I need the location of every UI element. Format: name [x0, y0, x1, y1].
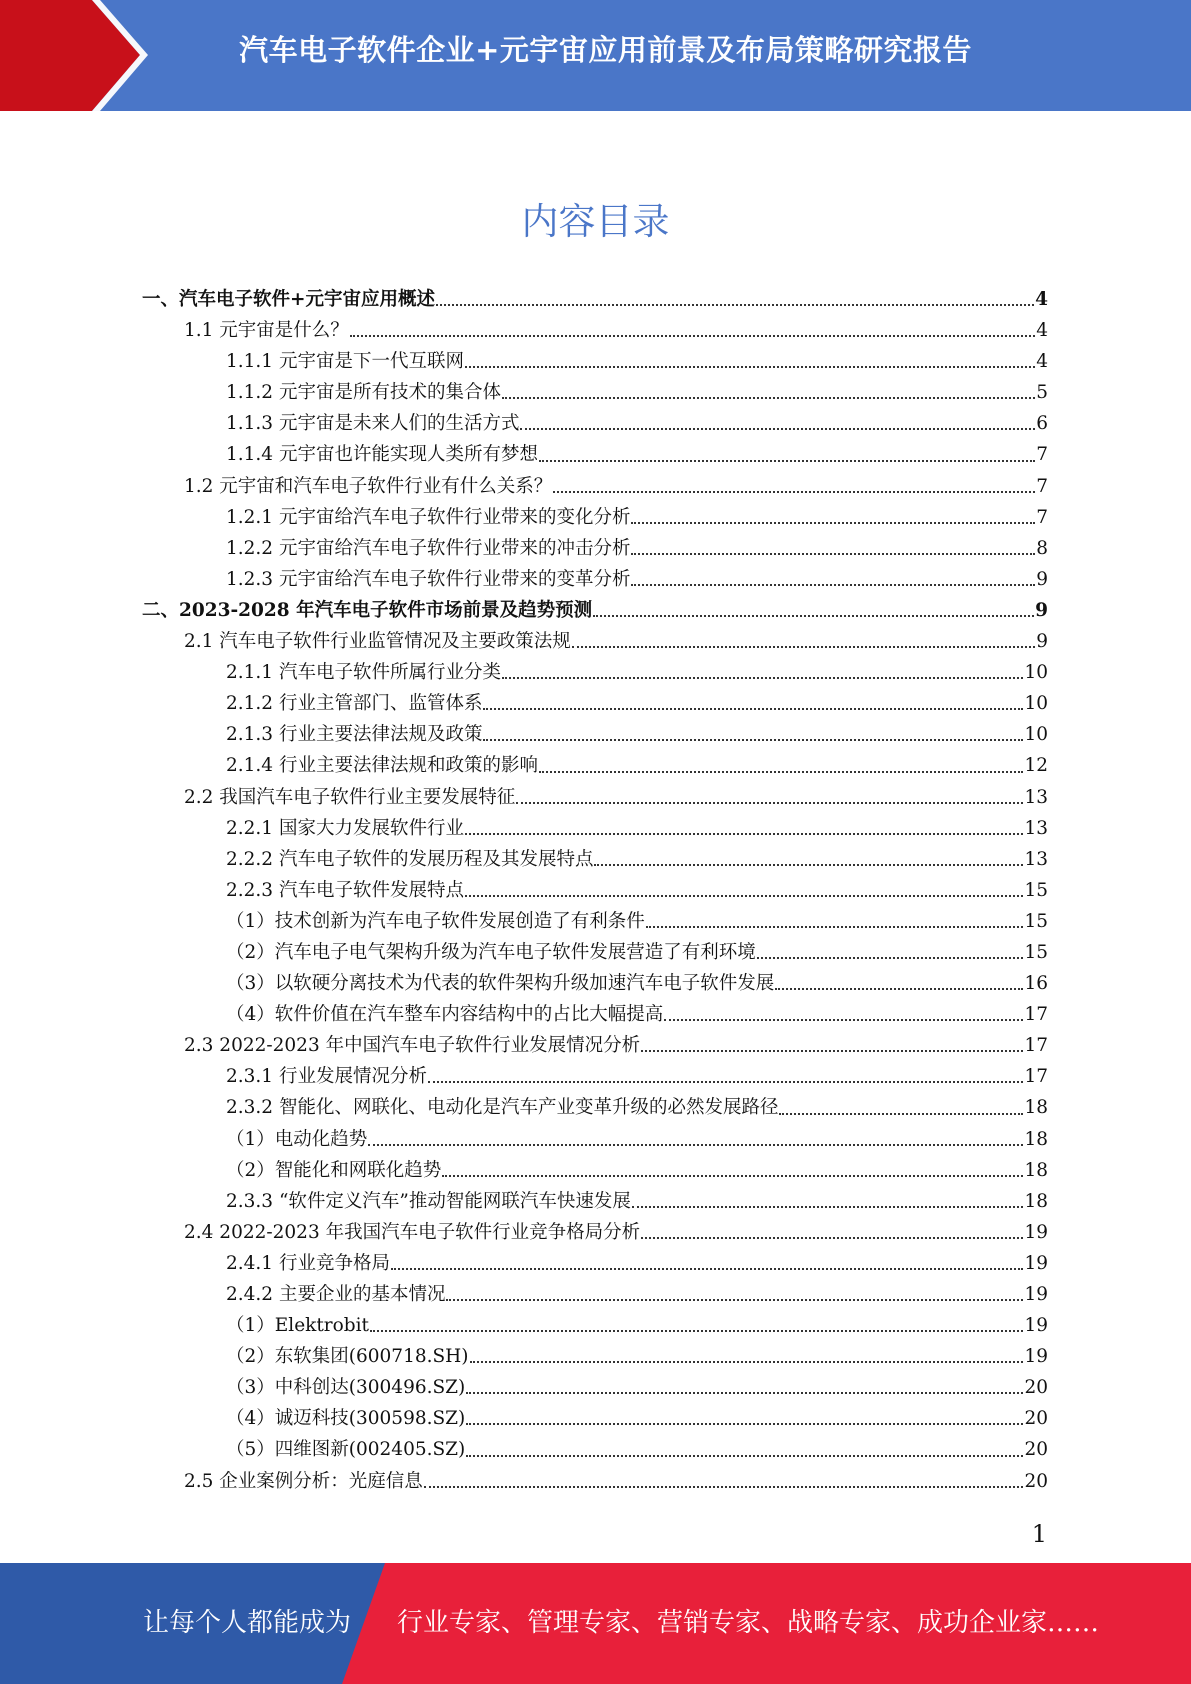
- toc-dot-leader: [757, 956, 1024, 959]
- toc-entry-label: （3）以软硬分离技术为代表的软件架构升级加速汽车电子软件发展: [226, 973, 775, 995]
- toc-entry[interactable]: [0, 875, 1048, 906]
- toc-entry[interactable]: [0, 1155, 1048, 1186]
- toc-entry-label: 2.3.2 智能化、网联化、电动化是汽车产业变革升级的必然发展路径: [226, 1097, 779, 1119]
- toc-dot-leader: [572, 645, 1035, 648]
- toc-entry[interactable]: [0, 595, 1048, 626]
- toc-entry-label: （2）汽车电子电气架构升级为汽车电子软件发展营造了有利环境: [226, 941, 756, 963]
- toc-dot-leader: [436, 303, 1034, 306]
- toc-entry-page: 12: [1024, 755, 1048, 777]
- toc-entry-label: 2.1.2 行业主管部门、监管体系: [226, 693, 483, 715]
- toc-entry-page: 19: [1024, 1221, 1048, 1243]
- toc-entry[interactable]: [0, 1092, 1048, 1123]
- toc-dot-leader: [775, 987, 1023, 990]
- toc-entry-page: 7: [1036, 506, 1048, 528]
- toc-entry-page: 13: [1024, 786, 1048, 808]
- toc-entry-page: 7: [1036, 475, 1048, 497]
- toc-entry-page: 15: [1024, 910, 1048, 932]
- toc-entry[interactable]: [0, 813, 1048, 844]
- toc-entry[interactable]: [0, 471, 1048, 502]
- footer-slogan-left: 让每个人都能成为: [143, 1608, 352, 1638]
- toc-entry[interactable]: [0, 439, 1048, 470]
- toc-dot-leader: [466, 1422, 1023, 1425]
- toc-entry-page: 7: [1036, 444, 1048, 466]
- toc-dot-leader: [502, 396, 1035, 399]
- toc-entry-label: 1.2.1 元宇宙给汽车电子软件行业带来的变化分析: [226, 506, 631, 528]
- toc-entry[interactable]: [0, 844, 1048, 875]
- toc-dot-leader: [466, 1391, 1023, 1394]
- toc-entry-page: 5: [1036, 382, 1048, 404]
- toc-dot-leader: [465, 832, 1023, 835]
- toc-entry[interactable]: [0, 533, 1048, 564]
- toc-dot-leader: [391, 1267, 1023, 1270]
- toc-entry-label: 1.1 元宇宙是什么？: [184, 320, 349, 342]
- toc-dot-leader: [641, 1236, 1023, 1239]
- toc-dot-leader: [428, 1080, 1023, 1083]
- toc-dot-leader: [520, 427, 1035, 430]
- toc-entry[interactable]: [0, 1217, 1048, 1248]
- toc-entry[interactable]: [0, 1030, 1048, 1061]
- toc-entry-label: （4）软件价值在汽车整车内容结构中的占比大幅提高: [226, 1004, 664, 1026]
- toc-entry-label: 二、2023-2028 年汽车电子软件市场前景及趋势预测: [142, 599, 593, 621]
- toc-entry-page: 6: [1036, 413, 1048, 435]
- toc-entry[interactable]: [0, 968, 1048, 999]
- toc-dot-leader: [470, 1360, 1024, 1363]
- toc-entry-page: 9: [1035, 599, 1048, 621]
- toc-dot-leader: [641, 1049, 1023, 1052]
- toc-dot-leader: [594, 863, 1023, 866]
- toc-entry-label: （4）诚迈科技(300598.SZ): [226, 1408, 466, 1430]
- toc-dot-leader: [483, 707, 1023, 710]
- toc-entry-label: 2.4 2022-2023 年我国汽车电子软件行业竞争格局分析: [184, 1221, 641, 1243]
- toc-dot-leader: [631, 521, 1035, 524]
- toc-entry[interactable]: [0, 408, 1048, 439]
- toc-entry-page: 18: [1024, 1097, 1048, 1119]
- toc-dot-leader: [632, 1205, 1024, 1208]
- toc-entry-page: 4: [1036, 351, 1048, 373]
- toc-dot-leader: [779, 1112, 1023, 1115]
- toc-entry-page: 18: [1024, 1128, 1048, 1150]
- toc-entry-page: 19: [1024, 1252, 1048, 1274]
- toc-entry-page: 17: [1024, 1035, 1048, 1057]
- toc-entry-page: 20: [1024, 1377, 1048, 1399]
- toc-entry[interactable]: [0, 750, 1048, 781]
- toc-dot-leader: [631, 583, 1035, 586]
- toc-dot-leader: [664, 1018, 1023, 1021]
- toc-dot-leader: [442, 1174, 1023, 1177]
- toc-entry[interactable]: [0, 502, 1048, 533]
- toc-entry[interactable]: [0, 1310, 1048, 1341]
- toc-entry-label: 2.2.3 汽车电子软件发展特点: [226, 879, 464, 901]
- toc-entry-page: 9: [1036, 568, 1048, 590]
- toc-entry[interactable]: [0, 315, 1048, 346]
- toc-entry-label: 2.4.1 行业竞争格局: [226, 1252, 390, 1274]
- toc-dot-leader: [370, 1329, 1023, 1332]
- toc-dot-leader: [502, 676, 1023, 679]
- toc-entry-label: 1.1.3 元宇宙是未来人们的生活方式: [226, 413, 520, 435]
- toc-entry[interactable]: [0, 564, 1048, 595]
- toc-entry-page: 4: [1036, 320, 1048, 342]
- toc-entry-label: 1.2.3 元宇宙给汽车电子软件行业带来的变革分析: [226, 568, 631, 590]
- toc-dot-leader: [465, 365, 1035, 368]
- toc-entry[interactable]: [0, 1466, 1048, 1497]
- toc-entry-label: （1）Elektrobit: [226, 1315, 369, 1337]
- toc-dot-leader: [516, 801, 1023, 804]
- toc-dot-leader: [465, 894, 1023, 897]
- page-number: 1: [1031, 1520, 1047, 1548]
- toc-entry-page: 17: [1024, 1066, 1048, 1088]
- toc-entry-label: 2.3 2022-2023 年中国汽车电子软件行业发展情况分析: [184, 1035, 641, 1057]
- toc-entry-page: 13: [1024, 817, 1048, 839]
- footer-slogan-right: 行业专家、管理专家、营销专家、战略专家、成功企业家……: [397, 1608, 1100, 1638]
- toc-dot-leader: [539, 459, 1035, 462]
- toc-entry-page: 10: [1024, 693, 1048, 715]
- toc-entry-label: （1）技术创新为汽车电子软件发展创造了有利条件: [226, 910, 645, 932]
- toc-entry-page: 20: [1024, 1439, 1048, 1461]
- toc-entry[interactable]: [0, 1124, 1048, 1155]
- toc-entry-page: 18: [1024, 1190, 1048, 1212]
- toc-entry-page: 18: [1024, 1159, 1048, 1181]
- footer-band: [0, 1563, 1191, 1684]
- toc-entry[interactable]: [0, 284, 1048, 315]
- toc-entry-label: 1.1.1 元宇宙是下一代互联网: [226, 351, 464, 373]
- toc-title: 内容目录: [521, 200, 670, 243]
- toc-entry-page: 20: [1024, 1470, 1048, 1492]
- toc-entry-label: 2.3.3 “软件定义汽车”推动智能网联汽车快速发展: [226, 1190, 631, 1212]
- toc-entry-label: 2.2 我国汽车电子软件行业主要发展特征: [184, 786, 516, 808]
- toc-entry-page: 20: [1024, 1408, 1048, 1430]
- toc-entry-label: 2.2.2 汽车电子软件的发展历程及其发展特点: [226, 848, 594, 870]
- toc-entry[interactable]: [0, 1279, 1048, 1310]
- header-band: [0, 0, 1191, 111]
- toc-entry-page: 16: [1024, 973, 1048, 995]
- toc-entry[interactable]: [0, 782, 1048, 813]
- toc-entry[interactable]: [0, 1248, 1048, 1279]
- table-of-contents: [0, 284, 1191, 1497]
- toc-entry-page: 15: [1024, 941, 1048, 963]
- toc-entry[interactable]: [0, 937, 1048, 968]
- toc-dot-leader: [483, 738, 1023, 741]
- toc-dot-leader: [646, 925, 1024, 928]
- toc-entry-label: （2）智能化和网联化趋势: [226, 1159, 442, 1181]
- toc-dot-leader: [368, 1143, 1023, 1146]
- toc-entry-label: （2）东软集团(600718.SH): [226, 1346, 469, 1368]
- toc-entry-label: 2.1.1 汽车电子软件所属行业分类: [226, 662, 501, 684]
- toc-entry-label: 2.1.3 行业主要法律法规及政策: [226, 724, 483, 746]
- toc-dot-leader: [539, 770, 1023, 773]
- toc-entry-page: 13: [1024, 848, 1048, 870]
- toc-entry[interactable]: [0, 999, 1048, 1030]
- toc-entry[interactable]: [0, 688, 1048, 719]
- toc-entry[interactable]: [0, 1403, 1048, 1434]
- toc-entry[interactable]: [0, 1186, 1048, 1217]
- toc-dot-leader: [631, 552, 1035, 555]
- toc-entry[interactable]: [0, 657, 1048, 688]
- toc-entry[interactable]: [0, 1434, 1048, 1465]
- toc-entry-label: 2.2.1 国家大力发展软件行业: [226, 817, 464, 839]
- toc-entry-page: 10: [1024, 662, 1048, 684]
- toc-entry-label: 1.1.4 元宇宙也许能实现人类所有梦想: [226, 444, 538, 466]
- toc-dot-leader: [466, 1454, 1023, 1457]
- toc-entry[interactable]: [0, 1061, 1048, 1092]
- toc-entry-label: 2.1.4 行业主要法律法规和政策的影响: [226, 755, 538, 777]
- toc-entry-label: 2.1 汽车电子软件行业监管情况及主要政策法规: [184, 631, 571, 653]
- toc-entry-label: （5）四维图新(002405.SZ): [226, 1439, 466, 1461]
- toc-entry-page: 8: [1036, 537, 1048, 559]
- toc-entry-page: 4: [1035, 289, 1048, 310]
- toc-entry-page: 19: [1024, 1284, 1048, 1305]
- toc-dot-leader: [553, 490, 1035, 493]
- toc-entry-page: 17: [1024, 1004, 1048, 1026]
- toc-entry[interactable]: [0, 719, 1048, 750]
- toc-entry[interactable]: [0, 346, 1048, 377]
- toc-entry-label: 2.5 企业案例分析：光庭信息: [184, 1470, 423, 1492]
- toc-entry-label: （3）中科创达(300496.SZ): [226, 1377, 466, 1399]
- toc-entry[interactable]: [0, 1372, 1048, 1403]
- toc-entry[interactable]: [0, 377, 1048, 408]
- toc-entry-page: 19: [1024, 1346, 1048, 1368]
- toc-entry-page: 19: [1024, 1315, 1048, 1337]
- toc-entry[interactable]: [0, 1341, 1048, 1372]
- toc-entry-page: 15: [1024, 879, 1048, 901]
- toc-entry-label: 1.1.2 元宇宙是所有技术的集合体: [226, 382, 501, 404]
- toc-entry-label: 一、汽车电子软件+元宇宙应用概述: [142, 289, 436, 310]
- toc-entry-page: 9: [1036, 631, 1048, 653]
- toc-dot-leader: [593, 614, 1034, 617]
- toc-entry-page: 10: [1024, 724, 1048, 746]
- toc-entry-label: 1.2 元宇宙和汽车电子软件行业有什么关系？: [184, 475, 553, 497]
- toc-dot-leader: [446, 1298, 1023, 1301]
- toc-entry[interactable]: [0, 626, 1048, 657]
- toc-entry-label: 2.3.1 行业发展情况分析: [226, 1066, 427, 1088]
- toc-entry-label: （1）电动化趋势: [226, 1128, 368, 1150]
- toc-dot-leader: [350, 334, 1035, 337]
- toc-dot-leader: [424, 1485, 1024, 1488]
- report-title: 汽车电子软件企业+元宇宙应用前景及布局策略研究报告: [239, 33, 972, 67]
- toc-entry-label: 1.2.2 元宇宙给汽车电子软件行业带来的冲击分析: [226, 537, 631, 559]
- toc-entry[interactable]: [0, 906, 1048, 937]
- toc-entry-label: 2.4.2 主要企业的基本情况: [226, 1284, 446, 1305]
